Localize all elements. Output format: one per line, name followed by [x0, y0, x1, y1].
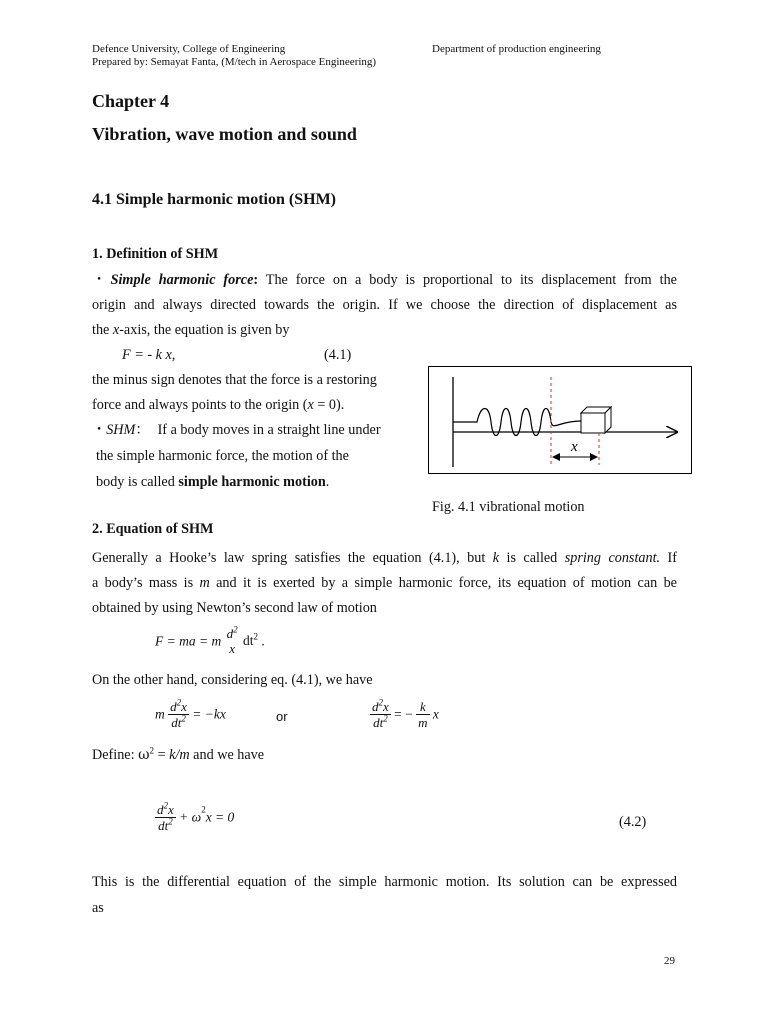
section-heading: 4.1 Simple harmonic motion (SHM) — [92, 191, 336, 208]
var-k-over-m: k/m — [169, 747, 190, 763]
term-colon: ： — [135, 422, 150, 438]
paragraph-2: On the other hand, considering eq. (4.1), we have — [92, 672, 373, 688]
dt: dt — [373, 715, 384, 730]
d: d — [226, 626, 234, 641]
sup: 2 — [163, 800, 168, 811]
paragraph-1-line-3: obtained by using Newton’s second law of motion — [92, 600, 377, 616]
fraction-k-m — [416, 699, 429, 730]
definition-line-5 — [92, 393, 344, 418]
definition-line-2: origin and always directed towards the origin. If we choose the direction of displacement as — [92, 297, 677, 313]
sup: 2 — [149, 745, 155, 756]
bullet: ・ — [92, 422, 107, 438]
m: m — [418, 715, 428, 730]
text: If — [660, 550, 677, 566]
text: a body’s mass is — [92, 575, 200, 591]
sup: 2 — [168, 816, 173, 827]
d: d — [170, 699, 177, 714]
eq-tail: . — [261, 633, 265, 649]
x: x — [229, 641, 235, 656]
eq-rhs: + ω — [179, 809, 202, 825]
d: d — [372, 699, 379, 714]
equation-force-a — [155, 699, 226, 730]
dt: dt — [242, 632, 254, 648]
sup: 2 — [253, 631, 258, 642]
term-simple-harmonic-force: Simple harmonic force — [110, 272, 254, 288]
text: If a body moves in a straight line under — [157, 422, 381, 438]
equation-4-1: F = - k x, — [122, 347, 176, 363]
text: . — [325, 474, 330, 490]
header-department: Department of production engineering — [432, 43, 601, 55]
equation-heading: 2. Equation of SHM — [92, 521, 214, 537]
eq-rhs: = −kx — [192, 706, 226, 722]
term-simple-harmonic-motion: simple harmonic motion — [178, 474, 326, 490]
text: and it is exerted by a simple harmonic force, its equation of motion can be — [209, 575, 677, 591]
dt: dt — [158, 818, 169, 833]
dt: dt — [171, 715, 182, 730]
sup: 2 — [378, 697, 383, 708]
shm-line-2: the simple harmonic force, the motion of the — [96, 448, 349, 464]
paragraph-3-line-2: as — [92, 900, 104, 916]
definition-line-3 — [92, 318, 289, 343]
text: the — [92, 322, 113, 338]
page-number: 29 — [664, 955, 675, 967]
definition-line-1 — [92, 268, 677, 293]
equation-force-b — [370, 699, 439, 730]
fraction-d2x-dt2 — [168, 699, 189, 730]
text: = — [154, 747, 170, 763]
equation-4-2-tag: (4.2) — [619, 814, 647, 830]
sup: 2 — [181, 713, 186, 724]
eq-lhs: F = ma = m — [155, 633, 222, 649]
d: d — [157, 802, 164, 817]
text: Generally a Hooke’s law spring satisfies the equation (4.1), but — [92, 550, 493, 566]
equation-4-2 — [155, 802, 234, 833]
eq-x-zero: x = 0 — [205, 809, 235, 825]
text: and we have — [189, 747, 265, 763]
text: is called — [499, 550, 565, 566]
sup: 2 — [176, 697, 182, 708]
displacement-label: x — [571, 439, 578, 455]
text: force and always points to the origin ( — [92, 397, 308, 413]
sup: 2 — [201, 804, 206, 815]
eq-equals: = − — [394, 706, 413, 722]
shm-line — [92, 418, 381, 443]
var-m: m — [199, 575, 210, 591]
text: Define: — [92, 747, 139, 763]
paragraph-1-line-1 — [92, 546, 677, 571]
definition-line-4: the minus sign denotes that the force is a restoring — [92, 372, 377, 388]
paragraph-1-line-2 — [92, 571, 677, 596]
shm-line-3 — [96, 470, 329, 495]
var-x: x — [432, 706, 439, 722]
equation-4-1-tag: (4.1) — [324, 347, 352, 363]
definition-heading: 1. Definition of SHM — [92, 246, 219, 262]
sup: 2 — [233, 624, 238, 635]
mass-block — [581, 407, 611, 433]
term-shm: SHM — [106, 422, 136, 438]
paragraph-3-line-1: This is the differential equation of the simple harmonic motion. Its solution can be expressed — [92, 874, 677, 890]
definition-text: The force on a body is proportional to its displacement from the — [258, 272, 677, 288]
x: x — [168, 802, 174, 817]
equation-newton — [155, 626, 265, 657]
fraction-d2x-dt2 — [225, 626, 240, 657]
omega-symbol: ω — [138, 747, 150, 763]
spring-mass-diagram — [429, 367, 691, 473]
figure-spring-mass — [428, 366, 692, 474]
or-label: or — [276, 709, 288, 724]
text: -axis, the equation is given by — [119, 322, 290, 338]
x: x — [181, 699, 187, 714]
text: = 0). — [313, 397, 345, 413]
k: k — [419, 699, 426, 714]
var-x: x — [112, 322, 120, 338]
header-institution: Defence University, College of Engineering — [92, 43, 286, 55]
header-prepared-by: Prepared by: Semayat Fanta, (M/tech in Aerospace Engineering) — [92, 56, 377, 68]
fraction-d2x-dt2 — [155, 802, 176, 833]
x: x — [383, 699, 389, 714]
chapter-title: Vibration, wave motion and sound — [92, 124, 357, 144]
define-line — [92, 743, 264, 768]
chapter-number: Chapter 4 — [92, 91, 170, 111]
term-spring-constant: spring constant. — [564, 550, 661, 566]
sup: 2 — [383, 713, 388, 724]
var-k: k — [492, 550, 500, 566]
figure-caption: Fig. 4.1 vibrational motion — [432, 499, 585, 515]
var-m: m — [155, 706, 165, 722]
bullet: ・ — [92, 272, 111, 288]
text: body is called — [96, 474, 179, 490]
var-x: x — [307, 397, 314, 413]
term-colon: : — [253, 272, 259, 288]
fraction-d2x-dt2 — [370, 699, 391, 730]
